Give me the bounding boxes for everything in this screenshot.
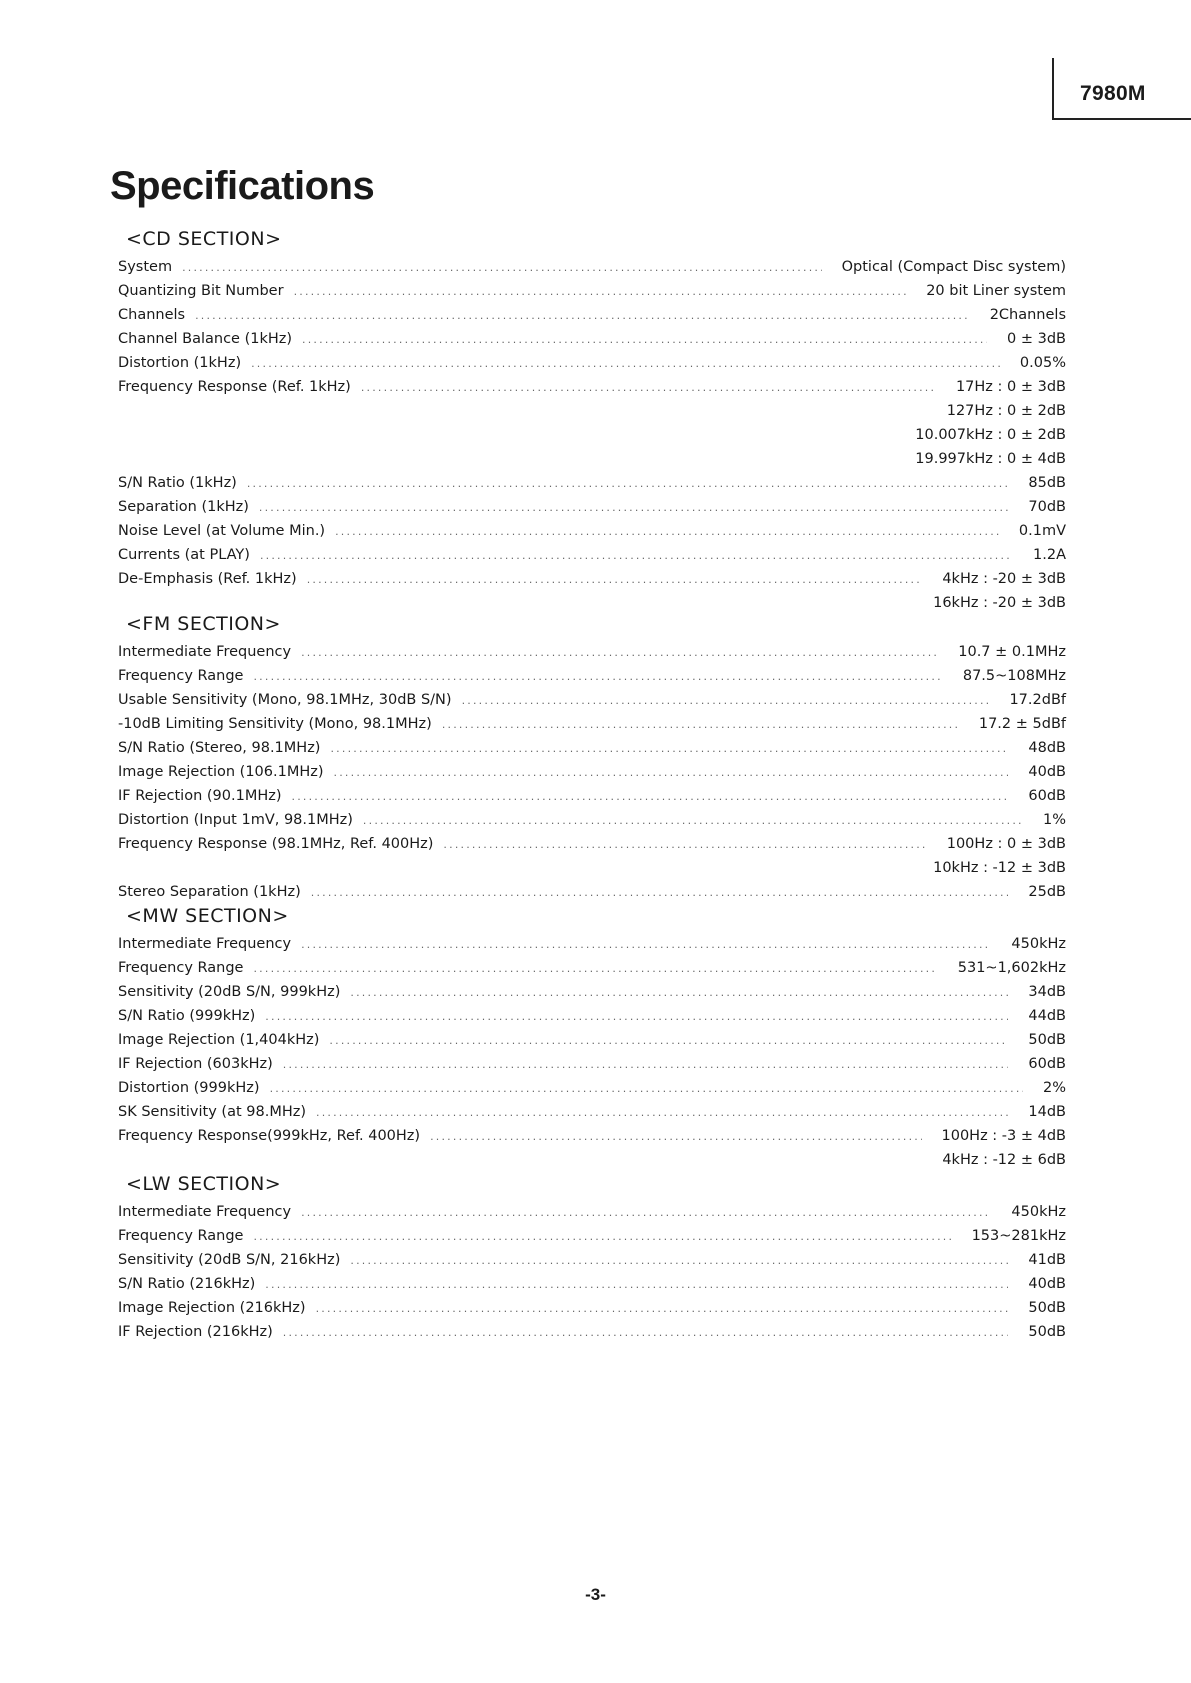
dot-leader — [251, 352, 1000, 376]
spec-label: Frequency Range — [118, 1228, 244, 1244]
dot-leader — [361, 376, 936, 400]
dot-leader — [350, 981, 1008, 1005]
spec-label: S/N Ratio (Stereo, 98.1MHz) — [118, 740, 321, 756]
spec-value: 100Hz : -3 ± 4dB — [941, 1128, 1066, 1144]
spec-label: Frequency Range — [118, 960, 244, 976]
spec-value: 2% — [1042, 1080, 1066, 1096]
spec-row-continuation — [118, 423, 1066, 447]
dot-leader — [442, 713, 959, 737]
fm-section — [118, 610, 1066, 904]
spec-label: Stereo Separation (1kHz) — [118, 884, 301, 900]
spec-row — [118, 1124, 1066, 1148]
spec-row — [118, 1224, 1066, 1248]
spec-value: 4kHz : -20 ± 3dB — [942, 571, 1066, 587]
dot-leader — [253, 957, 937, 981]
spec-label: Frequency Response (Ref. 1kHz) — [118, 379, 351, 395]
dot-leader — [334, 761, 1009, 785]
spec-value: 34dB — [1028, 984, 1066, 1000]
spec-row — [118, 1320, 1066, 1344]
section-heading: <FM SECTION> — [126, 613, 281, 635]
spec-value: 50dB — [1028, 1300, 1066, 1316]
spec-label: Intermediate Frequency — [118, 644, 292, 660]
dot-leader — [253, 665, 942, 689]
spec-row — [118, 1248, 1066, 1272]
spec-row — [118, 519, 1066, 543]
spec-value: 1.2A — [1033, 547, 1066, 563]
spec-value: 0.1mV — [1018, 523, 1066, 539]
spec-value: 40dB — [1028, 1276, 1066, 1292]
dot-leader — [260, 544, 1013, 568]
spec-row — [118, 351, 1066, 375]
spec-row — [118, 784, 1066, 808]
spec-value: 44dB — [1028, 1008, 1066, 1024]
spec-list — [118, 640, 1066, 904]
spec-value: 41dB — [1028, 1252, 1066, 1268]
spec-value: 153~281kHz — [971, 1228, 1066, 1244]
dot-leader — [301, 1201, 991, 1225]
spec-value: 450kHz — [1011, 936, 1066, 952]
spec-label: Sensitivity (20dB S/N, 216kHz) — [118, 1252, 341, 1268]
dot-leader — [294, 280, 907, 304]
dot-leader — [259, 496, 1008, 520]
spec-label: Currents (at PLAY) — [118, 547, 250, 563]
lw-section — [118, 1170, 1066, 1344]
spec-row — [118, 808, 1066, 832]
spec-value: 4kHz : -12 ± 6dB — [942, 1152, 1066, 1168]
spec-label: Frequency Response (98.1MHz, Ref. 400Hz) — [118, 836, 434, 852]
dot-leader — [330, 737, 1008, 761]
spec-row — [118, 880, 1066, 904]
spec-value: 85dB — [1028, 475, 1066, 491]
spec-value: 10.7 ± 0.1MHz — [958, 644, 1066, 660]
dot-leader — [316, 1101, 1008, 1125]
spec-row-continuation — [118, 399, 1066, 423]
dot-leader — [292, 785, 1009, 809]
spec-label: S/N Ratio (999kHz) — [118, 1008, 256, 1024]
page-number: -3- — [585, 1585, 606, 1604]
spec-value: 0 ± 3dB — [1007, 331, 1066, 347]
spec-label: Image Rejection (216kHz) — [118, 1300, 306, 1316]
spec-label: S/N Ratio (1kHz) — [118, 475, 237, 491]
spec-value: 14dB — [1028, 1104, 1066, 1120]
spec-label: Distortion (Input 1mV, 98.1MHz) — [118, 812, 353, 828]
spec-label: -10dB Limiting Sensitivity (Mono, 98.1MHz) — [118, 716, 432, 732]
spec-label: Noise Level (at Volume Min.) — [118, 523, 326, 539]
dot-leader — [253, 1225, 951, 1249]
spec-label: Usable Sensitivity (Mono, 98.1MHz, 30dB S/N) — [118, 692, 452, 708]
spec-value: 10kHz : -12 ± 3dB — [933, 860, 1066, 876]
spec-row — [118, 736, 1066, 760]
spec-label: Frequency Response(999kHz, Ref. 400Hz) — [118, 1128, 421, 1144]
spec-label: Channels — [118, 307, 186, 323]
spec-row — [118, 932, 1066, 956]
spec-row — [118, 375, 1066, 399]
spec-label: De-Emphasis (Ref. 1kHz) — [118, 571, 297, 587]
spec-row — [118, 1200, 1066, 1224]
spec-row — [118, 543, 1066, 567]
spec-row — [118, 1028, 1066, 1052]
spec-value: 19.997kHz : 0 ± 4dB — [915, 451, 1066, 467]
dot-leader — [430, 1125, 921, 1149]
spec-value: 40dB — [1028, 764, 1066, 780]
spec-label: Image Rejection (1,404kHz) — [118, 1032, 320, 1048]
dot-leader — [283, 1053, 1009, 1077]
spec-label: IF Rejection (603kHz) — [118, 1056, 273, 1072]
spec-row — [118, 471, 1066, 495]
spec-row — [118, 688, 1066, 712]
spec-row-continuation — [118, 447, 1066, 471]
dot-leader — [182, 256, 822, 280]
spec-value: 17.2 ± 5dBf — [978, 716, 1066, 732]
spec-value: 50dB — [1028, 1324, 1066, 1340]
spec-label: Separation (1kHz) — [118, 499, 249, 515]
spec-row — [118, 255, 1066, 279]
spec-value: 450kHz — [1011, 1204, 1066, 1220]
spec-value: 20 bit Liner system — [926, 283, 1066, 299]
dot-leader — [195, 304, 970, 328]
spec-value: 10.007kHz : 0 ± 2dB — [915, 427, 1066, 443]
cd-section — [118, 225, 1066, 615]
spec-row — [118, 1004, 1066, 1028]
dot-leader — [307, 568, 923, 592]
dot-leader — [335, 520, 999, 544]
spec-value: 70dB — [1028, 499, 1066, 515]
spec-list — [118, 932, 1066, 1172]
spec-label: Image Rejection (106.1MHz) — [118, 764, 324, 780]
spec-value: 0.05% — [1019, 355, 1066, 371]
spec-value: 17.2dBf — [1009, 692, 1066, 708]
spec-label: Quantizing Bit Number — [118, 283, 284, 299]
spec-row — [118, 832, 1066, 856]
spec-value: 60dB — [1028, 788, 1066, 804]
spec-row-continuation — [118, 856, 1066, 880]
spec-label: Distortion (1kHz) — [118, 355, 242, 371]
spec-label: Intermediate Frequency — [118, 1204, 292, 1220]
spec-value: 50dB — [1028, 1032, 1066, 1048]
spec-value: 16kHz : -20 ± 3dB — [933, 595, 1066, 611]
spec-row — [118, 303, 1066, 327]
model-number: 7980M — [1080, 82, 1146, 105]
spec-row — [118, 495, 1066, 519]
spec-row — [118, 279, 1066, 303]
dot-leader — [270, 1077, 1023, 1101]
spec-label: Frequency Range — [118, 668, 244, 684]
spec-row — [118, 1100, 1066, 1124]
dot-leader — [265, 1005, 1008, 1029]
spec-label: SK Sensitivity (at 98.MHz) — [118, 1104, 306, 1120]
spec-label: System — [118, 259, 173, 275]
spec-list — [118, 1200, 1066, 1344]
dot-leader — [301, 933, 991, 957]
spec-value: 60dB — [1028, 1056, 1066, 1072]
spec-value: Optical (Compact Disc system) — [841, 259, 1066, 275]
spec-row — [118, 640, 1066, 664]
spec-label: Sensitivity (20dB S/N, 999kHz) — [118, 984, 341, 1000]
spec-value: 48dB — [1028, 740, 1066, 756]
spec-value: 2Channels — [989, 307, 1066, 323]
dot-leader — [329, 1029, 1008, 1053]
spec-row — [118, 1272, 1066, 1296]
section-heading: <LW SECTION> — [126, 1173, 282, 1195]
spec-row-continuation — [118, 1148, 1066, 1172]
spec-row — [118, 664, 1066, 688]
dot-leader — [316, 1297, 1009, 1321]
dot-leader — [247, 472, 1009, 496]
spec-value: 100Hz : 0 ± 3dB — [946, 836, 1066, 852]
spec-label: Distortion (999kHz) — [118, 1080, 260, 1096]
dot-leader — [302, 328, 987, 352]
section-heading: <MW SECTION> — [126, 905, 289, 927]
dot-leader — [265, 1273, 1008, 1297]
spec-value: 17Hz : 0 ± 3dB — [955, 379, 1066, 395]
dot-leader — [301, 641, 938, 665]
page-title: Specifications — [110, 164, 375, 208]
dot-leader — [283, 1321, 1009, 1345]
spec-row — [118, 1076, 1066, 1100]
dot-leader — [350, 1249, 1008, 1273]
spec-label: IF Rejection (90.1MHz) — [118, 788, 282, 804]
mw-section — [118, 902, 1066, 1172]
spec-label: Intermediate Frequency — [118, 936, 292, 952]
dot-leader — [363, 809, 1023, 833]
spec-value: 531~1,602kHz — [957, 960, 1066, 976]
spec-row — [118, 327, 1066, 351]
section-heading: <CD SECTION> — [126, 228, 282, 250]
dot-leader — [462, 689, 990, 713]
spec-row — [118, 956, 1066, 980]
spec-value: 1% — [1042, 812, 1066, 828]
spec-value: 127Hz : 0 ± 2dB — [946, 403, 1066, 419]
spec-list — [118, 255, 1066, 615]
spec-value: 25dB — [1028, 884, 1066, 900]
spec-label: S/N Ratio (216kHz) — [118, 1276, 256, 1292]
spec-row — [118, 760, 1066, 784]
spec-label: IF Rejection (216kHz) — [118, 1324, 273, 1340]
spec-row — [118, 980, 1066, 1004]
spec-value: 87.5~108MHz — [962, 668, 1066, 684]
spec-row — [118, 1052, 1066, 1076]
dot-leader — [443, 833, 926, 857]
spec-row — [118, 712, 1066, 736]
spec-label: Channel Balance (1kHz) — [118, 331, 293, 347]
spec-row — [118, 1296, 1066, 1320]
spec-row — [118, 567, 1066, 591]
